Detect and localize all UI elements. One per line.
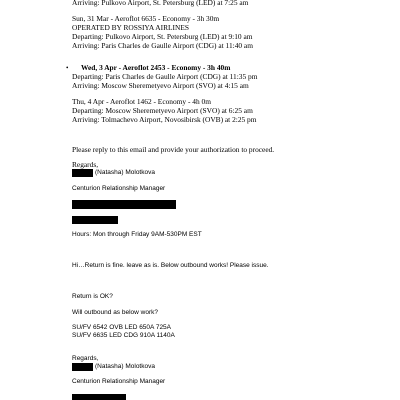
signature-name: (Natasha) Molotkova (95, 169, 155, 176)
arrival-line: Arriving: Moscow Sheremetyevo Airport (SVO) at 4:15 am (72, 81, 249, 90)
departure-line: Departing: Pulkovo Airport, St. Petersburg (LED) at 9:10 am (72, 32, 253, 41)
flight-header: Thu, 4 Apr - Aeroflot 1462 - Economy - 4h 0m (72, 97, 211, 106)
flight-segment: SU/FV 6542 OVB LED 650A 725A (72, 324, 172, 331)
reply-request: Please reply to this email and provide your authorization to proceed. (72, 145, 275, 154)
flight-header: Wed, 3 Apr - Aeroflot 2453 - Economy - 3h 40m (81, 63, 231, 72)
flight-header: Sun, 31 Mar - Aeroflot 6635 - Economy - 3h 30m (72, 14, 220, 23)
signature-name: (Natasha) Molotkova (95, 363, 155, 370)
redaction-block (72, 200, 176, 209)
signature-title: Centurion Relationship Manager (72, 378, 166, 385)
arrival-line: Arriving: Paris Charles de Gaulle Airport (CDG) at 11:40 am (72, 41, 253, 50)
bullet: • (66, 64, 69, 72)
operated-by: OPERATED BY ROSSIYA AIRLINES (72, 23, 189, 32)
return-question: Return is OK? (72, 293, 113, 300)
departure-line: Departing: Moscow Sheremetyevo Airport (SVO) at 6:25 am (72, 106, 253, 115)
regards: Regards, (72, 160, 99, 169)
office-hours: Hours: Mon through Friday 9AM-530PM EST (72, 231, 202, 238)
arrival-line: Arriving: Tolmachevo Airport, Novosibirsk (OVB) at 2:25 pm (72, 115, 257, 124)
redaction-block (72, 394, 126, 400)
redaction-block (72, 216, 118, 224)
outbound-question: Will outbound as below work? (72, 309, 158, 316)
departure-line: Departing: Paris Charles de Gaulle Airport (CDG) at 11:35 pm (72, 72, 258, 81)
redaction-block (72, 363, 93, 371)
redaction-block (72, 169, 93, 177)
reply-message: Hi…Return is fine. leave as is. Below outbound works! Please issue. (72, 262, 269, 269)
signature-title: Centurion Relationship Manager (72, 185, 166, 192)
regards: Regards, (72, 355, 99, 362)
arrival-line: Arriving: Pulkovo Airport, St. Petersburg (LED) at 7:25 am (72, 0, 249, 7)
flight-segment: SU/FV 6635 LED CDG 910A 1140A (72, 332, 175, 339)
